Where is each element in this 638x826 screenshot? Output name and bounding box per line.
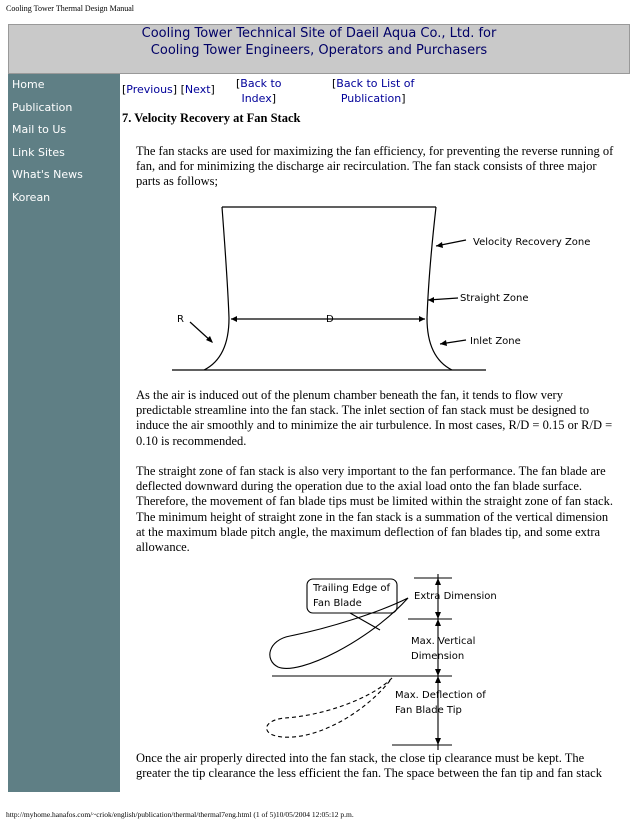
print-footer: http://myhome.hanafos.com/~criok/english/publication/thermal/thermal7eng.html (1 of 5)10/05/2004 12:05:12 p.m. <box>6 810 354 819</box>
paragraph-straight: The straight zone of fan stack is also very important to the fan performance. The fan blade are deflected downward during the operation due to the axial load onto the fan blade surface. Therefore, the movement of fan blade tips must be limited within the straight zone of fan stack. The minimum height of straight zone in the fan stack is a summation of the vertical dimension at the maximum blade pitch angle, the maximum deflection of fan blades tip, and some extra allowance. <box>136 464 613 555</box>
dim-arrow-1 <box>435 578 441 585</box>
paragraph-tip-clearance: Once the air properly directed into the fan stack, the close tip clearance must be kept. The greater the tip clearance the less efficient the fan. The space between the fan tip and fan stack <box>136 751 602 781</box>
max-deflection-label-1: Max. Deflection of <box>395 690 486 701</box>
inlet-arrow <box>440 340 447 346</box>
d-arrow-left <box>231 316 237 322</box>
banner-line-1: Cooling Tower Technical Site of Daeil Aqua Co., Ltd. for <box>141 26 497 41</box>
dim-arrow-4 <box>435 669 441 676</box>
banner-line-2: Cooling Tower Engineers, Operators and Purchasers <box>150 43 488 58</box>
dim-arrow-6 <box>435 738 441 745</box>
paragraph-intro: The fan stacks are used for maximizing the fan efficiency, for preventing the reverse running of fan, and for minimizing the discharge air recirculation. The fan stack consists of three major parts as follows; <box>136 144 614 189</box>
sidebar-item-home[interactable]: Home <box>12 78 45 91</box>
section-title: 7. Velocity Recovery at Fan Stack <box>122 111 301 125</box>
r-label: R <box>177 314 184 325</box>
dim-arrow-5 <box>435 676 441 683</box>
back-to-index[interactable]: [Back to Index] <box>236 77 282 105</box>
inlet-zone-label: Inlet Zone <box>470 336 521 347</box>
d-label: D <box>326 314 334 325</box>
next-link[interactable]: Next <box>184 83 211 96</box>
velocity-arrow <box>436 242 443 248</box>
deflected-blade-outline <box>267 678 392 737</box>
max-deflection-label-2: Fan Blade Tip <box>395 705 462 716</box>
back-to-list[interactable]: [Back to List of Publication] <box>332 77 415 105</box>
sidebar-item-publication[interactable]: Publication <box>12 100 73 114</box>
sidebar-item-link-sites[interactable]: Link Sites <box>12 145 65 159</box>
max-vertical-label-2: Dimension <box>411 651 465 662</box>
paragraph-inlet: As the air is induced out of the plenum chamber beneath the fan, it tends to flow very predictable streamline into the fan stack. The inlet section of fan stack must be designed to induce the air smoothly and to minimize the air turbulence. In most cases, R/D = 0.15 or R/D = 0.10 is recommended. <box>136 388 613 448</box>
dim-arrow-2 <box>435 612 441 619</box>
trailing-edge-label-2: Fan Blade <box>313 598 362 609</box>
nav-previous-next: [Previous] [Next] <box>122 83 215 96</box>
sidebar-item-mail[interactable]: Mail to Us <box>12 123 67 136</box>
max-vertical-label-1: Max. Vertical <box>411 636 476 647</box>
sidebar-item-korean[interactable]: Korean <box>12 190 51 204</box>
previous-link[interactable]: Previous <box>126 83 173 96</box>
straight-zone-label: Straight Zone <box>460 293 529 304</box>
straight-arrow <box>428 297 434 303</box>
sidebar-item-whats-news[interactable]: What's News <box>12 168 83 181</box>
extra-dimension-label: Extra Dimension <box>414 591 497 602</box>
trailing-edge-label-1: Trailing Edge of <box>313 583 391 594</box>
dim-arrow-3 <box>435 619 441 626</box>
d-arrow-right <box>419 316 425 322</box>
print-header: Cooling Tower Thermal Design Manual <box>6 4 135 13</box>
right-wall-line <box>427 207 452 370</box>
left-wall-line <box>204 207 229 370</box>
velocity-zone-label: Velocity Recovery Zone <box>473 237 591 248</box>
